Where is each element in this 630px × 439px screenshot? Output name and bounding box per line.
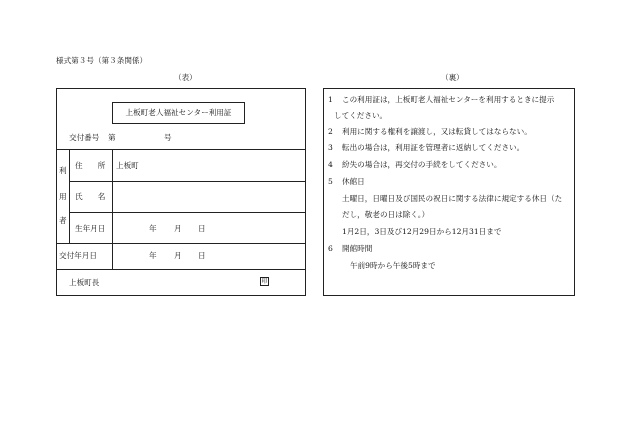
form-number: 様式第３号（第３条関係） bbox=[56, 56, 148, 65]
user-label-2: 用 bbox=[59, 192, 67, 201]
mayor-label: 上板町長 bbox=[69, 278, 100, 287]
address-value: 上板町 bbox=[116, 161, 139, 170]
divider bbox=[56, 149, 306, 150]
birth-year-unit: 年 bbox=[149, 224, 157, 233]
item-text: この利用証は，上板町老人福祉センターを利用するときに提示 bbox=[342, 95, 555, 104]
back-heading: （裏） bbox=[441, 73, 464, 82]
item-number: 1 bbox=[328, 95, 333, 104]
issue-number-suffix: 号 bbox=[164, 133, 172, 142]
issue-date-label: 交付年月日 bbox=[59, 251, 97, 260]
item-number: 5 bbox=[328, 177, 333, 186]
item-text: だし，敬老の日は除く。） bbox=[342, 210, 430, 219]
issue-month-unit: 月 bbox=[174, 251, 182, 260]
birth-date-label: 生年月日 bbox=[75, 224, 106, 233]
divider bbox=[56, 243, 306, 244]
item-text: 紛失の場合は，再交付の手続をしてください。 bbox=[342, 160, 502, 169]
issue-year-unit: 年 bbox=[149, 251, 157, 260]
item-text: 土曜日，日曜日及び国民の祝日に関する法律に規定する休日（た bbox=[342, 194, 563, 203]
item-text: 開館時間 bbox=[342, 244, 373, 253]
item-text: 転出の場合は，利用証を管理者に返納してください。 bbox=[342, 143, 525, 152]
name-label: 氏 名 bbox=[75, 192, 106, 201]
issue-number-prefix: 第 bbox=[108, 133, 116, 142]
issue-number-label: 交付番号 bbox=[69, 133, 100, 142]
item-number: 2 bbox=[328, 127, 333, 136]
birth-day-unit: 日 bbox=[198, 224, 206, 233]
item-text: 午前9時から午後5時まで bbox=[350, 261, 436, 270]
divider bbox=[69, 212, 306, 213]
item-number: 3 bbox=[328, 143, 333, 152]
birth-month-unit: 月 bbox=[174, 224, 182, 233]
item-text: 休館日 bbox=[342, 177, 365, 186]
seal-stamp: 印 bbox=[261, 278, 268, 285]
divider bbox=[69, 181, 306, 182]
divider bbox=[69, 149, 70, 243]
issue-day-unit: 日 bbox=[198, 251, 206, 260]
divider bbox=[112, 149, 113, 269]
item-text: してください。 bbox=[334, 111, 388, 120]
item-text: 1月2日，3日及び12月29日から12月31日まで bbox=[342, 227, 502, 236]
front-heading: （表） bbox=[174, 73, 197, 82]
divider bbox=[56, 269, 306, 270]
user-label-3: 者 bbox=[59, 216, 67, 225]
item-number: 6 bbox=[328, 244, 333, 253]
card-title: 上板町老人福祉センター利用証 bbox=[125, 108, 232, 117]
user-label-1: 利 bbox=[59, 166, 67, 175]
address-label: 住 所 bbox=[75, 161, 106, 170]
item-text: 利用に関する権利を譲渡し，又は転貸してはならない。 bbox=[342, 127, 532, 136]
item-number: 4 bbox=[328, 160, 333, 169]
